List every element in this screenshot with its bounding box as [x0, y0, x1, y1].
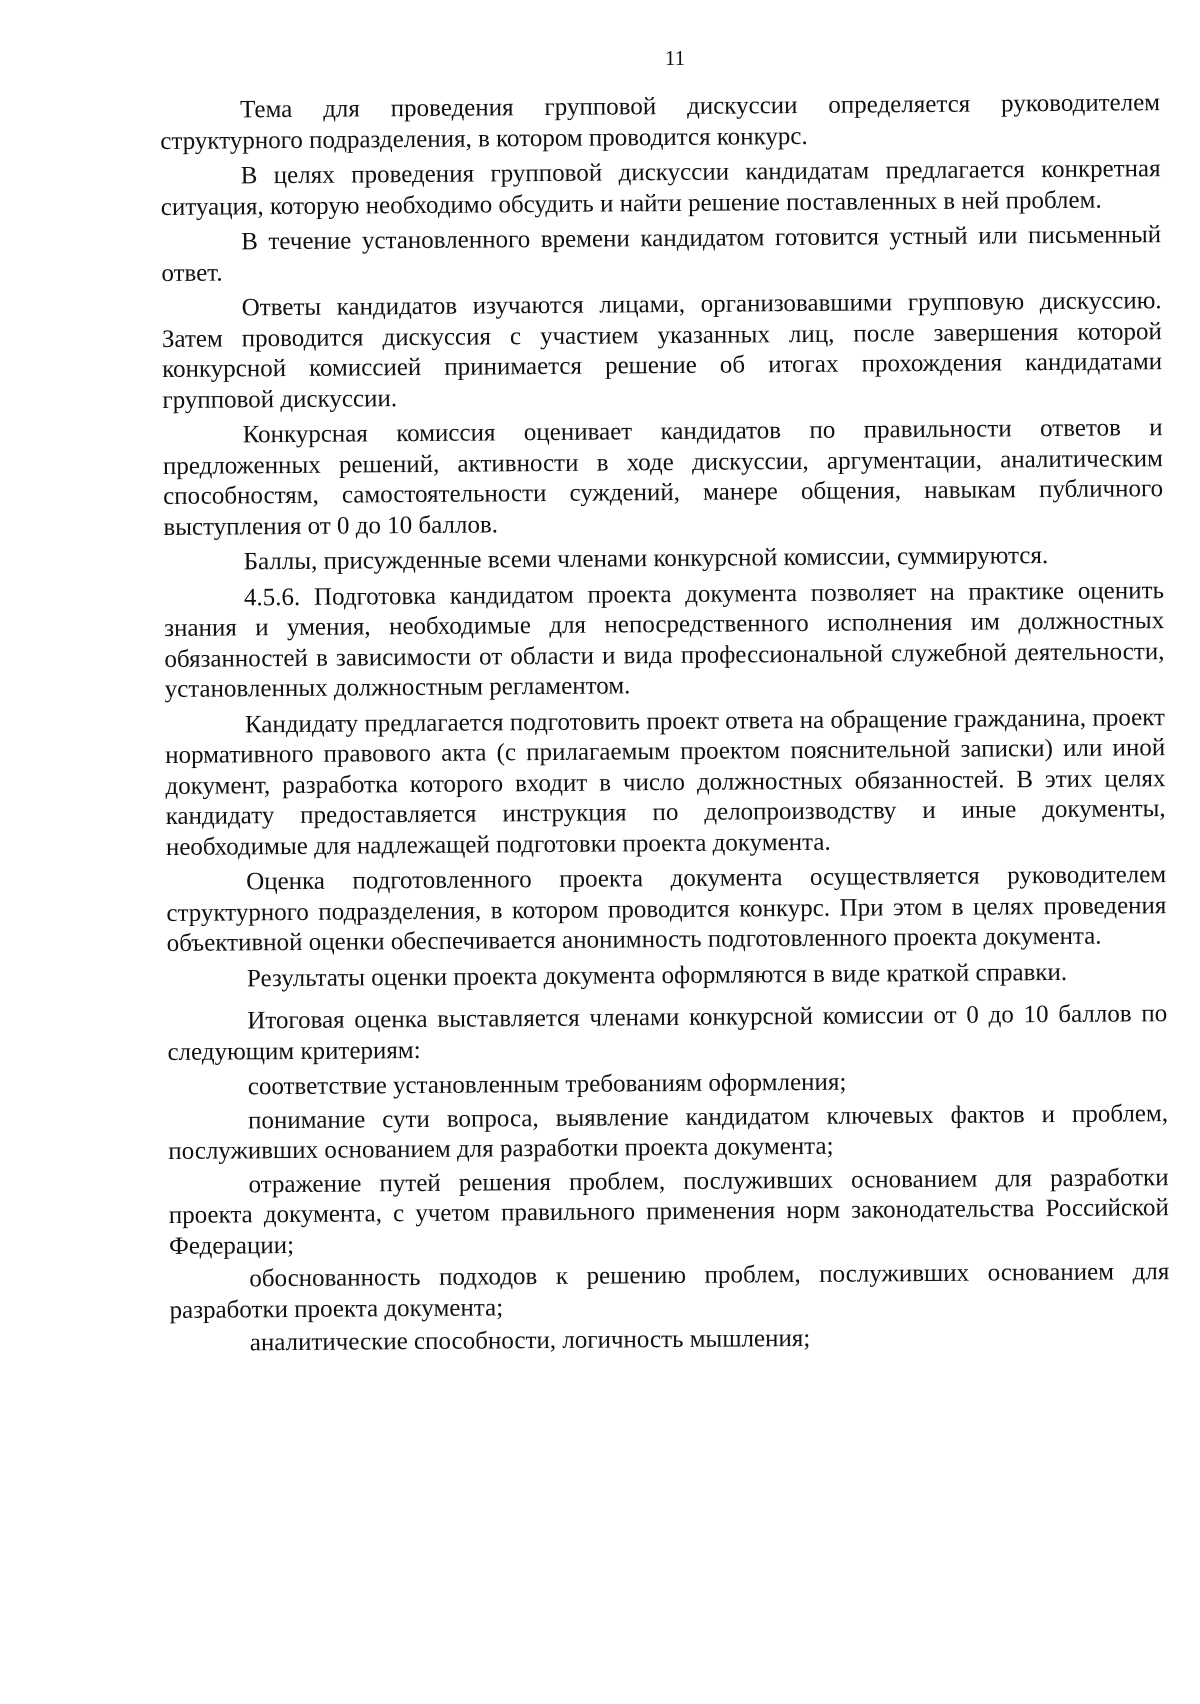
document-body — [160, 88, 1170, 1362]
paragraph-draft-assignment: Кандидату предлагается подготовить проект ответа на обращение гражданина, проект нормативного правового акта (с прилагаемым проектом пояснительной записки) или иной документ, разработка которого входит в число должностных обязанностей. В этих целях кандидату предоставляется инструкция по делопроизводству и иные документы, необходимые для надлежащей подготовки проекта документа. — [165, 703, 1166, 861]
paragraph-discussion-topic: Тема для проведения групповой дискуссии определяется руководителем структурного подразделения, в котором проводится конкурс. — [160, 89, 1161, 155]
paragraph-answer-preparation: В течение установленного времени кандидатом готовится устный или письменный ответ. — [161, 221, 1162, 287]
paragraph-points-summed: Баллы, присужденные всеми членами конкурсной комиссии, суммируются. — [243, 542, 1049, 576]
criterion-formatting: соответствие установленным требованиям оформления; — [247, 1068, 847, 1101]
paragraph-commission-evaluation: Конкурсная комиссия оценивает кандидатов по правильности ответов и предложенных решений, активности в ходе дискуссии, аргументации, аналитическим способностям, самостоятельности суждений, манере общения, навыкам публичного выступления от 0 до 10 баллов. — [162, 414, 1164, 541]
paragraph-answers-review: Ответы кандидатов изучаются лицами, организовавшими групповую дискуссию. Затем проводится дискуссия с участием указанных лиц, после завершения которой конкурсной комиссией принимается решение об итогах прохождения кандидатами групповой дискуссии. — [161, 287, 1163, 414]
paragraph-draft-assessment: Оценка подготовленного проекта документа осуществляется руководителем структурного подразделения, в котором проводится конкурс. При этом в целях проведения объективной оценки обеспечивается анонимность подготовленного проекта документа. — [166, 861, 1167, 957]
paragraph-assessment-results: Результаты оценки проекта документа оформляются в виде краткой справки. — [246, 958, 1068, 992]
paragraph-discussion-situation: В целях проведения групповой дискуссии кандидатам предлагается конкретная ситуация, которую необходимо обсудить и найти решение поставленных в ней проблем. — [160, 155, 1161, 221]
page-number: 11 — [664, 46, 686, 70]
criterion-solutions: отражение путей решения проблем, послуживших основанием для разработки проекта документа, с учетом правильного применения норм законодательства Российской Федерации; — [168, 1163, 1169, 1260]
criterion-understanding: понимание сути вопроса, выявление кандидатом ключевых фактов и проблем, послуживших основанием для разработки проекта документа; — [168, 1099, 1169, 1165]
paragraph-section-4-5-6: 4.5.6. Подготовка кандидатом проекта документа позволяет на практике оценить знания и умения, необходимые для непосредственного исполнения им должностных обязанностей в зависимости от области и вида профессиональной служебной деятельности, установленных должностным регламентом. — [164, 576, 1165, 703]
paragraph-final-score: Итоговая оценка выставляется членами конкурсной комиссии от 0 до 10 баллов по следующим критериям: — [167, 1000, 1168, 1066]
criterion-analytical-skills: аналитические способности, логичность мышления; — [249, 1324, 811, 1357]
criterion-approach-validity: обоснованность подходов к решению проблем, послуживших основанием для разработки проекта документа; — [169, 1258, 1170, 1324]
